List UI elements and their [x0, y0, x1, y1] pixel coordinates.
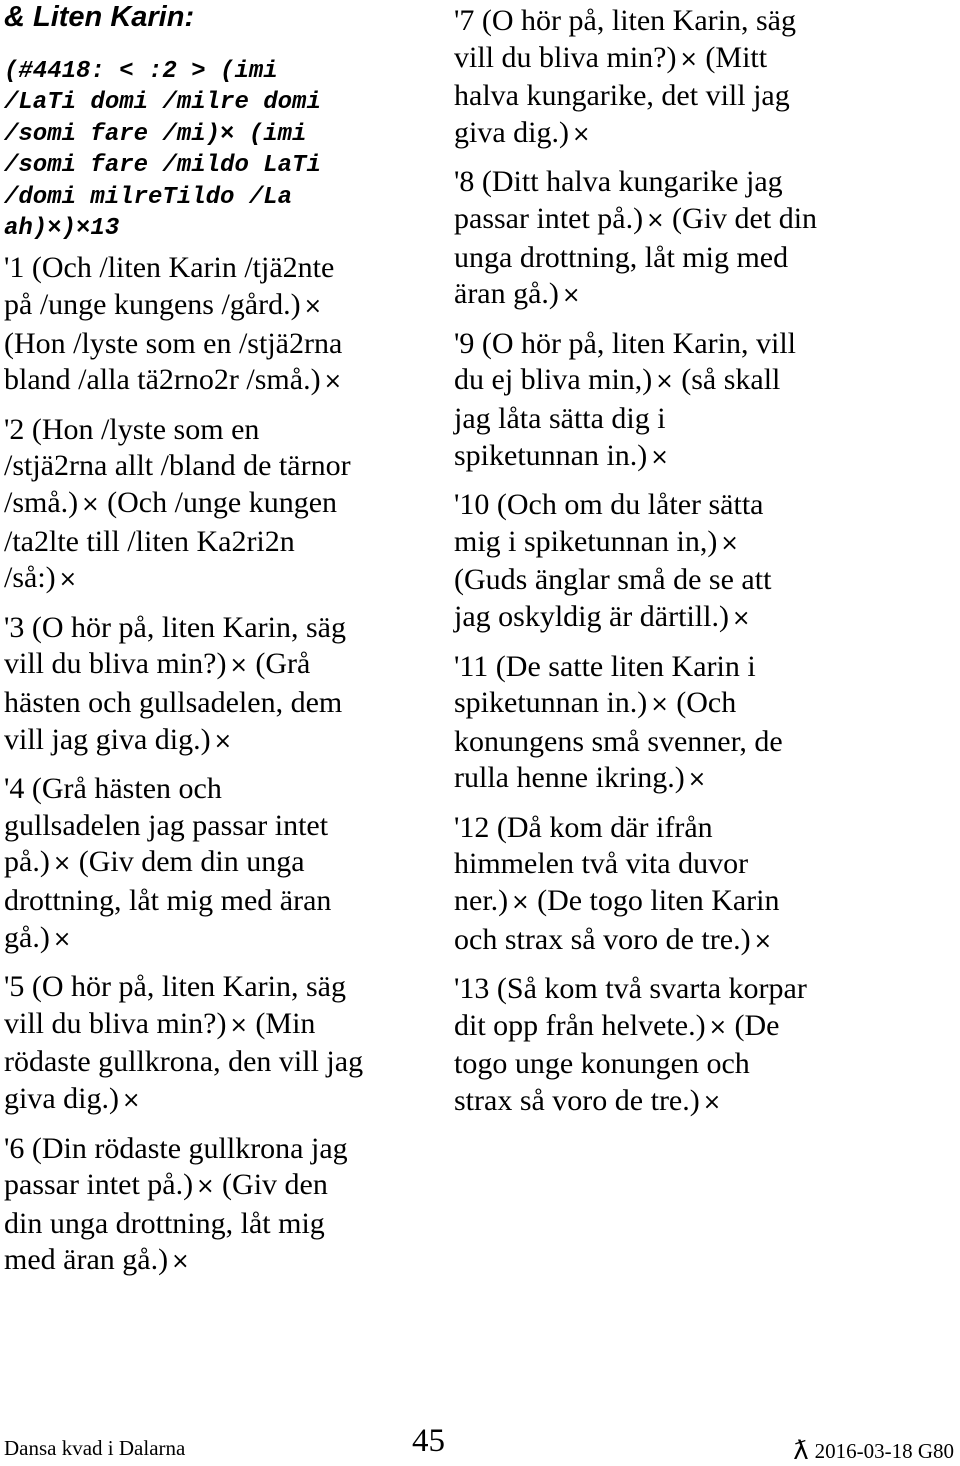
verse-line: gullsadelen jag passar intet — [4, 808, 329, 842]
repeat-mark-icon: × — [58, 567, 78, 593]
verse-line: '9 (O hör på, liten Karin, vill — [454, 326, 796, 360]
verse — [4, 1131, 444, 1281]
verse-line: '1 (Och /liten Karin /tjä2nte — [4, 251, 335, 285]
verse-line: (Guds änglar små de se att — [454, 563, 772, 597]
verse-line: rulla henne ikring.) × — [454, 760, 954, 799]
verse-line: med äran gå.) × — [4, 1242, 444, 1281]
repeat-mark-icon: × — [52, 926, 72, 952]
verse-line: '6 (Din rödaste gullkrona jag — [4, 1131, 348, 1165]
verse-line: giva dig.) × — [454, 115, 954, 154]
verse-line: halva kungarike, det vill jag — [454, 79, 790, 113]
left-column — [4, 0, 444, 1292]
verse-line: vill jag giva dig.) × — [4, 722, 444, 761]
melody-notation — [4, 56, 444, 244]
verse-line: och strax så voro de tre.) × — [454, 922, 954, 961]
verse-line: '11 (De satte liten Karin i — [454, 649, 756, 683]
repeat-mark-icon: × — [81, 492, 100, 517]
verse — [4, 412, 444, 599]
verse-line: spiketunnan in.) × — [454, 438, 954, 477]
verse-line: spiketunnan in.) × (Och — [454, 685, 954, 724]
book-title: Dansa kvad i Dalarna — [4, 1436, 186, 1460]
verse-line: bland /alla tä2rno2r /små.) × — [4, 362, 444, 401]
verse — [454, 649, 954, 799]
footer-date — [793, 1436, 954, 1466]
verse-line: dit opp från helvete.) × (De — [454, 1008, 954, 1047]
verse-line: togo unge konungen och — [454, 1047, 750, 1081]
page-number: 45 — [412, 1423, 445, 1459]
notation-line: /somi fare /mildo LaTi — [4, 152, 321, 180]
song-title: & Liten Karin: — [4, 1, 195, 33]
verse-line: '10 (Och om du låter sätta — [454, 488, 764, 522]
repeat-mark-icon: × — [731, 605, 751, 631]
verse-line: hästen och gullsadelen, dem — [4, 685, 343, 719]
verse-line: '12 (Då kom där ifrån — [454, 810, 713, 844]
repeat-mark-icon: × — [708, 1014, 728, 1040]
verse-line: '7 (O hör på, liten Karin, säg — [454, 4, 796, 37]
verse-line: strax så voro de tre.) × — [454, 1083, 954, 1122]
repeat-mark-icon: × — [196, 1174, 215, 1200]
verse — [454, 164, 954, 314]
verse-line: äran gå.) × — [454, 276, 954, 315]
repeat-mark-icon: × — [171, 1249, 190, 1275]
verse-line: /stjä2rna allt /bland de tärnor — [4, 449, 351, 483]
repeat-mark-icon: × — [229, 1012, 248, 1038]
verse-line: konungens små svenner, de — [454, 724, 783, 758]
verse-line: '2 (Hon /lyste som en — [4, 412, 260, 446]
notation-line: ah)×)×13 — [4, 215, 120, 243]
repeat-mark-icon: × — [229, 653, 248, 679]
repeat-mark-icon: × — [655, 369, 674, 395]
verse — [4, 610, 444, 760]
repeat-mark-icon: × — [561, 283, 581, 309]
verse — [4, 771, 444, 958]
verse-line: gå.) × — [4, 920, 444, 959]
notation-line: /LaTi domi /milre domi — [4, 89, 321, 117]
page-footer — [0, 1422, 960, 1466]
verse-line: /små.) × (Och /unge kungen — [4, 485, 444, 524]
notation-line: /domi milreTildo /La — [4, 183, 293, 211]
repeat-mark-icon: × — [646, 207, 665, 233]
verse-line: '13 (Så kom två svarta korpar — [454, 972, 807, 1006]
verse-line: på.) × (Giv dem din unga — [4, 844, 444, 883]
verse-line: '4 (Grå hästen och — [4, 772, 222, 806]
repeat-mark-icon: × — [323, 369, 343, 395]
repeat-mark-icon: × — [702, 1090, 722, 1116]
repeat-mark-icon: × — [753, 928, 772, 954]
repeat-mark-icon: × — [720, 530, 739, 556]
repeat-mark-icon: × — [303, 294, 323, 320]
repeat-mark-icon: × — [650, 444, 669, 470]
verse-line: du ej bliva min,) × (så skall — [454, 362, 954, 401]
repeat-mark-icon: × — [52, 851, 72, 877]
verse-line: jag låta sätta dig i — [454, 401, 666, 435]
verse-line: '5 (O hör på, liten Karin, säg — [4, 970, 346, 1004]
verse — [454, 3, 954, 153]
verse — [454, 810, 954, 960]
verse-line: '8 (Ditt halva kungarike jag — [454, 165, 783, 199]
verse-line: passar intet på.) × (Giv den — [4, 1167, 444, 1206]
notation-line: (#4418: < :2 > (imi — [4, 58, 278, 85]
verse-line: vill du bliva min?) × (Mitt — [454, 40, 954, 79]
verse-line: unga drottning, låt mig med — [454, 240, 789, 274]
verse-line: (Hon /lyste som en /stjä2rna — [4, 326, 343, 360]
verse-line: jag oskyldig är därtill.) × — [454, 599, 954, 638]
lambda-icon: ƛ — [793, 1436, 809, 1466]
verse-line: himmelen två vita duvor — [454, 847, 749, 881]
right-column — [454, 0, 954, 1133]
verse — [454, 971, 954, 1121]
verse — [4, 250, 444, 400]
verse — [454, 487, 954, 637]
repeat-mark-icon: × — [571, 121, 591, 147]
repeat-mark-icon: × — [511, 890, 530, 916]
repeat-mark-icon: × — [650, 692, 669, 718]
verse-line: rödaste gullkrona, den vill jag — [4, 1045, 364, 1079]
repeat-mark-icon: × — [679, 46, 698, 72]
repeat-mark-icon: × — [121, 1087, 141, 1113]
verse-line: giva dig.) × — [4, 1081, 444, 1120]
verse-line: /ta2lte till /liten Ka2ri2n — [4, 524, 295, 558]
verse-line: vill du bliva min?) × (Grå — [4, 646, 444, 685]
verses-left — [4, 250, 444, 1280]
verses-right — [454, 3, 954, 1122]
verse-line: ner.) × (De togo liten Karin — [454, 883, 954, 922]
verse — [454, 326, 954, 476]
verse-line: /så:) × — [4, 560, 444, 599]
repeat-mark-icon: × — [213, 728, 233, 754]
verse-line: passar intet på.) × (Giv det din — [454, 201, 954, 240]
notation-line: /somi fare /mi)× (imi — [4, 120, 307, 148]
verse-line: vill du bliva min?) × (Min — [4, 1006, 444, 1045]
repeat-mark-icon: × — [687, 767, 707, 793]
verse-line: din unga drottning, låt mig — [4, 1206, 325, 1240]
verse-line: mig i spiketunnan in,) × — [454, 524, 954, 563]
date-code: 2016-03-18 G80 — [814, 1439, 954, 1463]
verse — [4, 969, 444, 1119]
verse-line: '3 (O hör på, liten Karin, säg — [4, 610, 346, 644]
verse-line: drottning, låt mig med äran — [4, 883, 332, 917]
verse-line: på /unge kungens /gård.) × — [4, 287, 444, 326]
